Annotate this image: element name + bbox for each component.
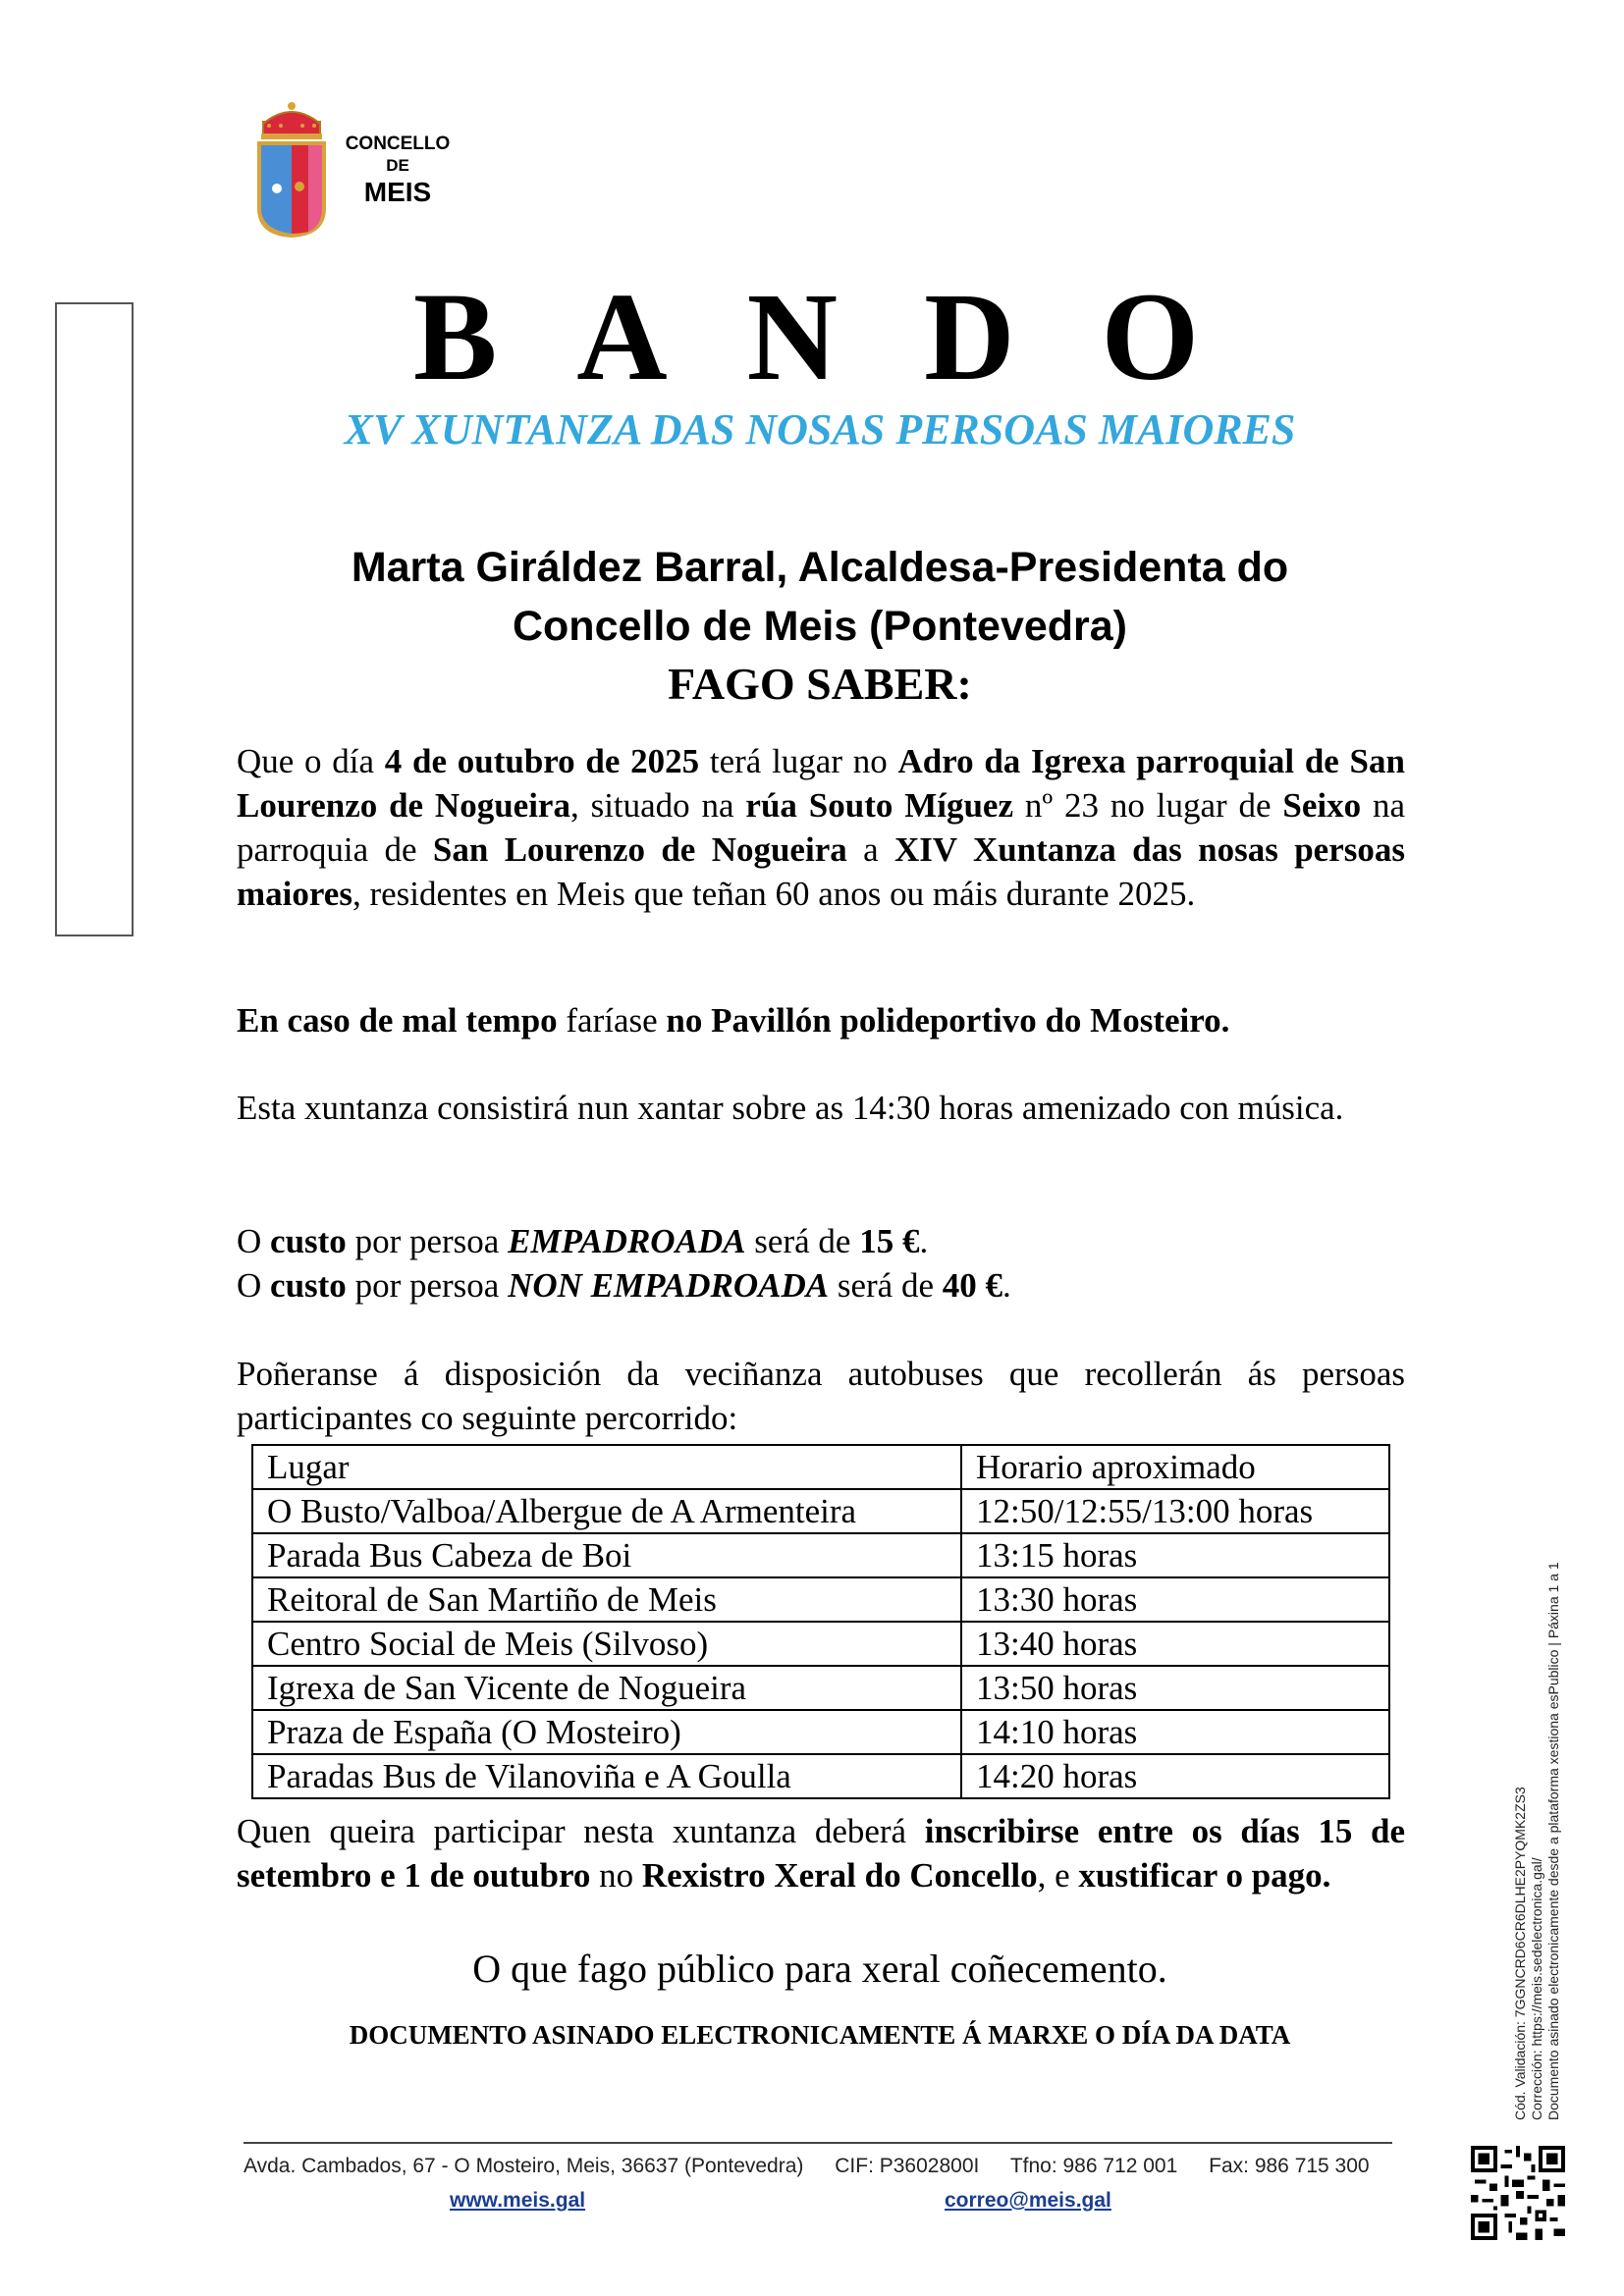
issuer-line-1: Marta Giráldez Barral, Alcaldesa-Presidenta do <box>351 544 1289 591</box>
text-run: O <box>237 1222 271 1260</box>
route-time: 14:10 horas <box>961 1710 1389 1754</box>
cost-paragraph <box>237 1219 1405 1308</box>
signature-margin-box <box>55 302 134 936</box>
payment-note: xustificar o pago. <box>1078 1856 1331 1895</box>
registration-dates: inscribirse entre os días 15 de setembro e 1 de outubro <box>237 1812 1405 1895</box>
text-run: custo <box>270 1222 347 1260</box>
footer-divider <box>244 2142 1392 2144</box>
footer-address: Avda. Cambados, 67 - O Mosteiro, Meis, 36637 (Pontevedra) <box>244 2155 804 2177</box>
table-row <box>252 1577 1389 1622</box>
closing-statement: O que fago público para xeral coñecemento. <box>472 1947 1167 1991</box>
table-row <box>252 1666 1389 1710</box>
municipal-coat-of-arms-logo <box>253 100 330 240</box>
route-place: Igrexa de San Vicente de Nogueira <box>252 1666 961 1710</box>
alternative-venue: no Pavillón polideportivo do Mosteiro. <box>666 1001 1230 1040</box>
route-place: Praza de España (O Mosteiro) <box>252 1710 961 1754</box>
cost-registered <box>237 1219 1405 1263</box>
price-non-registered: 40 € <box>942 1266 1002 1305</box>
logo-line-concello: CONCELLO <box>345 133 451 154</box>
footer-phone: Tfno: 986 712 001 <box>1009 2155 1178 2177</box>
table-header-cell: Lugar <box>252 1445 961 1489</box>
route-time: 13:40 horas <box>961 1622 1389 1666</box>
crown-icon <box>261 102 322 139</box>
event-place: Seixo <box>1282 786 1362 825</box>
text-run: no <box>590 1856 642 1895</box>
shield-icon <box>257 141 326 238</box>
event-name: XIV Xuntanza das nosas persoas maiores <box>237 830 1405 913</box>
logo-line-meis: MEIS <box>363 177 432 208</box>
document-title: B A N D O <box>412 267 1227 406</box>
text-run: . <box>1002 1266 1011 1305</box>
text-run: . <box>919 1222 929 1260</box>
route-place: Parada Bus Cabeza de Boi <box>252 1533 961 1577</box>
text-run: será de <box>745 1222 860 1260</box>
issuer-line-2: Concello de Meis (Pontevedra) <box>512 603 1128 650</box>
table-row <box>252 1754 1389 1798</box>
footer-cif: CIF: P3602800I <box>835 2155 980 2177</box>
issuer-heading <box>236 538 1404 656</box>
qr-code-icon <box>1471 2146 1565 2240</box>
route-time: 13:50 horas <box>961 1666 1389 1710</box>
table-row <box>252 1622 1389 1666</box>
event-date: 4 de outubro de 2025 <box>384 742 700 780</box>
table-header-row <box>252 1445 1389 1489</box>
route-time: 14:20 horas <box>961 1754 1389 1798</box>
event-paragraph <box>237 739 1405 916</box>
route-time: 12:50/12:55/13:00 horas <box>961 1489 1389 1533</box>
meal-paragraph: Esta xuntanza consistirá nun xantar sobre as 14:30 horas amenizado con música. <box>237 1089 1344 1127</box>
logo-line-de: DE <box>386 155 409 175</box>
website-link[interactable]: www.meis.gal <box>450 2189 586 2212</box>
price-registered: 15 € <box>859 1222 920 1260</box>
text-run: Quen queira participar nesta xuntanza deberá <box>237 1812 925 1850</box>
text-run: a <box>846 830 895 869</box>
text-run: na parroquia de <box>237 786 1405 869</box>
registration-paragraph <box>237 1809 1405 1897</box>
route-place: Paradas Bus de Vilanoviña e A Goulla <box>252 1754 961 1798</box>
table-header-cell: Horario aproximado <box>961 1445 1389 1489</box>
text-run: terá lugar no <box>699 742 898 780</box>
text-run: , situado na <box>569 786 746 825</box>
validation-platform: Documento asinado electronicamente desde a plataforma xestiona esPublico | Páxina 1 a 1 <box>1545 1562 1561 2120</box>
table-row <box>252 1489 1389 1533</box>
route-time: 13:30 horas <box>961 1577 1389 1622</box>
validation-url: Corrección: https://meis.sedelectronica.gal/ <box>1529 1857 1544 2120</box>
logo-wordmark <box>334 133 461 209</box>
table-row <box>252 1533 1389 1577</box>
email-link[interactable]: correo@meis.gal <box>945 2189 1111 2212</box>
bus-paragraph: Poñeranse á disposición da veciñanza autobuses que recollerán ás persoas participantes co seguinte percorrido: <box>237 1355 1405 1437</box>
electronic-signature-note: DOCUMENTO ASINADO ELECTRONICAMENTE Á MARXE O DÍA DA DATA <box>349 2020 1291 2050</box>
cost-non-registered <box>237 1263 1405 1308</box>
document-subtitle: XV XUNTANZA DAS NOSAS PERSOAS MAIORES <box>344 405 1296 454</box>
text-run: O <box>237 1266 271 1305</box>
event-parish: San Lourenzo de Nogueira <box>432 830 847 869</box>
text-run: , residentes en Meis que teñan 60 anos ou máis durante 2025. <box>352 875 1196 913</box>
fago-saber-heading: FAGO SABER: <box>668 659 972 709</box>
event-street: rúa Souto Míguez <box>745 786 1013 825</box>
text-run: por persoa <box>346 1266 509 1305</box>
table-row <box>252 1710 1389 1754</box>
text-run: custo <box>270 1266 347 1305</box>
route-place: Reitoral de San Martiño de Meis <box>252 1577 961 1622</box>
validation-code: Cód. Validación: 7GGNCRD6CR6DLHE2PYQMK2ZS3 <box>1512 1787 1528 2120</box>
event-venue: Adro da Igrexa parroquial de San Lourenzo de Nogueira <box>237 742 1405 825</box>
route-place: Centro Social de Meis (Silvoso) <box>252 1622 961 1666</box>
text-run: faríase <box>557 1001 667 1040</box>
footer-contact <box>244 2155 1392 2178</box>
bus-route-table <box>251 1444 1390 1799</box>
text-run: NON EMPADROADA <box>508 1266 830 1305</box>
route-time: 13:15 horas <box>961 1533 1389 1577</box>
text-run: Que o día <box>237 742 385 780</box>
text-run: EMPADROADA <box>508 1222 746 1260</box>
route-place: O Busto/Valboa/Albergue de A Armenteira <box>252 1489 961 1533</box>
validation-sidebar <box>1512 1472 1562 2120</box>
bad-weather-paragraph <box>237 998 1405 1042</box>
text-run: nº 23 no lugar de <box>1013 786 1283 825</box>
footer-fax: Fax: 986 715 300 <box>1209 2155 1370 2177</box>
bad-weather-label: En caso de mal tempo <box>237 1001 558 1040</box>
text-run: , e <box>1037 1856 1079 1895</box>
text-run: por persoa <box>346 1222 509 1260</box>
registry-office: Rexistro Xeral do Concello <box>641 1856 1038 1895</box>
text-run: será de <box>829 1266 943 1305</box>
